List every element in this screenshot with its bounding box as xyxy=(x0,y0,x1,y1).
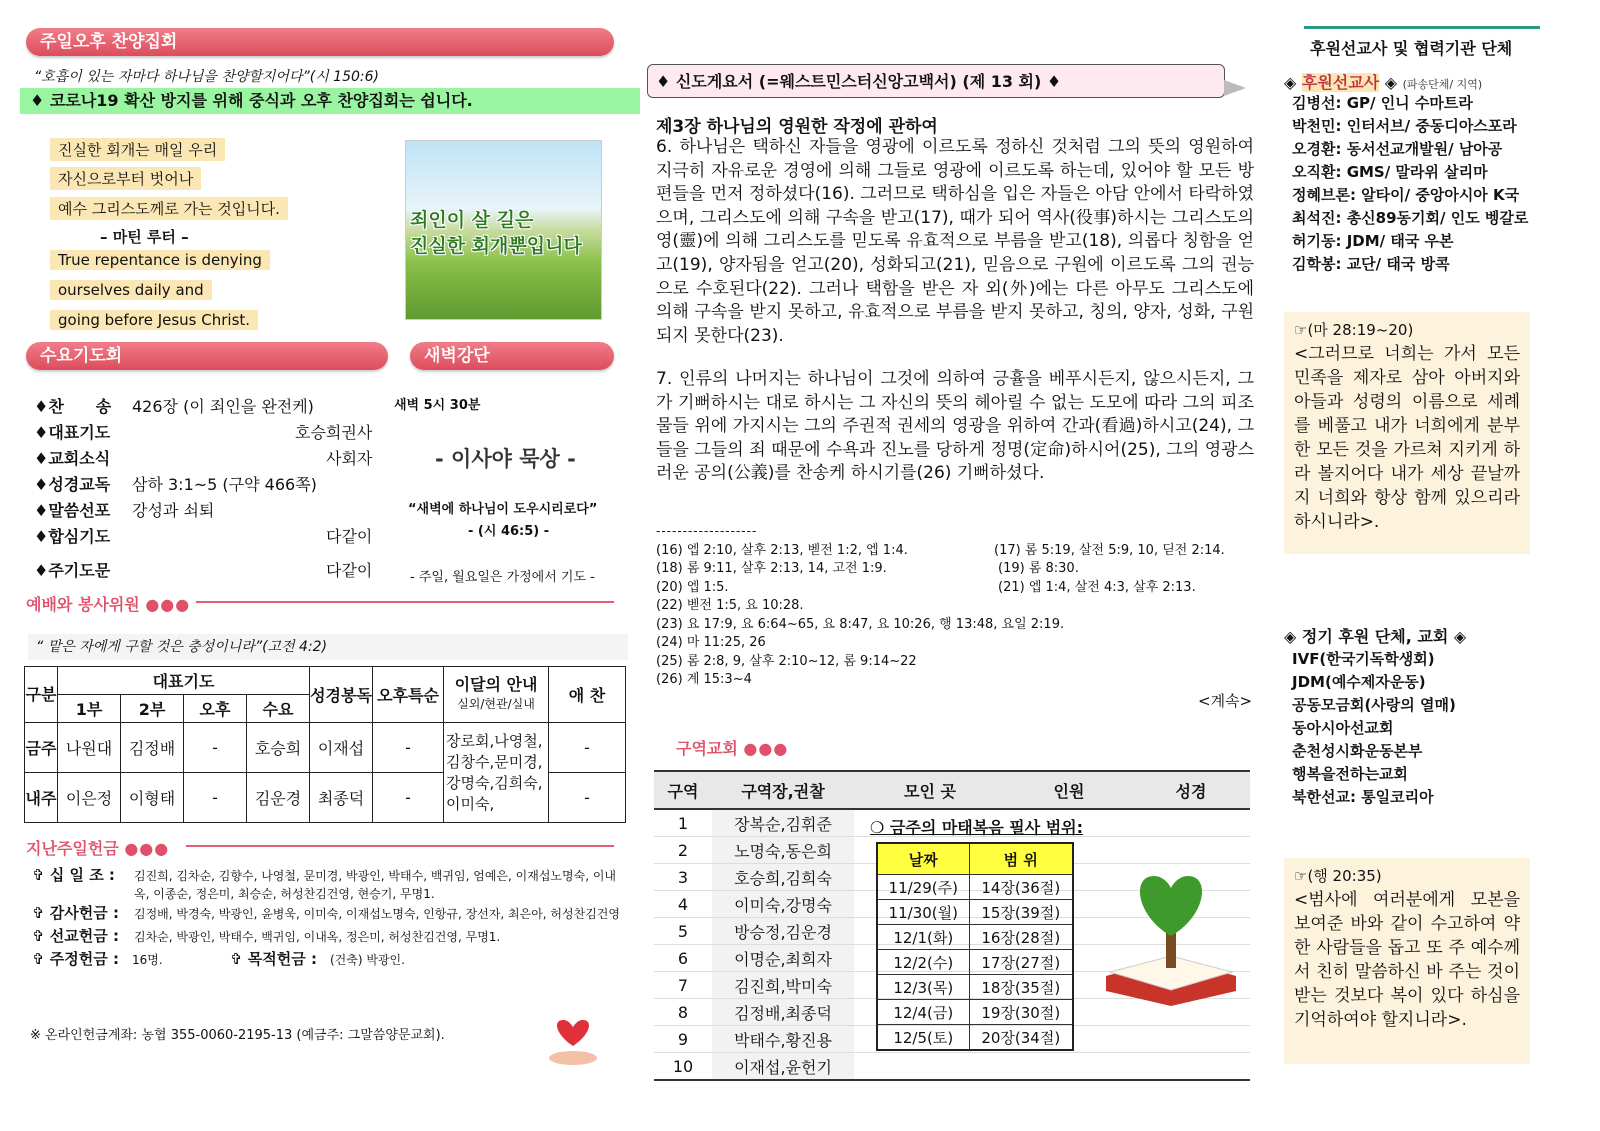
continued-label: <계속> xyxy=(1198,692,1253,710)
program-label: ♦성경교독 xyxy=(34,475,111,494)
program-label: ♦찬 송 xyxy=(34,397,112,416)
quote-line: 진실한 회개는 매일 우리 xyxy=(50,138,225,161)
program-value: 삼하 3:1~5 (구약 466쪽) xyxy=(132,475,317,494)
wednesday-prayer-header: 수요기도회 xyxy=(26,342,388,370)
table-cell: 김정배 xyxy=(121,723,184,773)
table-header: 오후특순 xyxy=(373,667,444,723)
program-value: 강성과 쇠퇴 xyxy=(132,501,215,520)
table-header: 1부 xyxy=(58,695,121,723)
offering-header: 지난주일헌금 ●●● xyxy=(26,839,170,858)
list-item: 박천민: 인터서브/ 중동디아스포라 xyxy=(1292,117,1517,135)
right-header-bar xyxy=(1304,26,1540,29)
sunday-afternoon-header: 주일오후 찬양집회 xyxy=(26,28,614,56)
zone-col-header: 인원 xyxy=(1006,771,1132,809)
reading-row: 11/30(월) 15장(39절) xyxy=(877,900,1073,925)
table-cell: 이형태 xyxy=(121,773,184,823)
zone-col-header: 성경 xyxy=(1132,771,1250,809)
repentance-image xyxy=(405,140,602,320)
tree-bible-icon xyxy=(1096,866,1246,1016)
dawn-verse: “새벽에 하나님이 도우시리로다” xyxy=(408,502,598,517)
list-item: 행복을전하는교회 xyxy=(1292,765,1408,783)
image-caption: 진실한 회개뿐입니다 xyxy=(410,235,582,257)
missionary-list xyxy=(1292,92,1528,276)
reading-row: 12/3(목) 18장(35절) xyxy=(877,975,1073,1000)
dawn-time: 새벽 5시 30분 xyxy=(394,398,481,413)
list-item: JDM(예수제자운동) xyxy=(1292,673,1426,691)
zone-col-header: 모인 곳 xyxy=(854,771,1006,809)
psalm-verse: “호흡이 있는 자마다 하나님을 찬양할지어다”(시 150:6) xyxy=(34,69,379,85)
footnote: (16) 엡 2:10, 살후 2:13, 벧전 1:2, 엡 1:4. xyxy=(656,543,908,558)
table-cell: 나원대 xyxy=(58,723,121,773)
footnote: (25) 롬 2:8, 9, 살후 2:10~12, 롬 9:14~22 xyxy=(656,654,917,669)
zone-col-header: 구역장,권찰 xyxy=(712,771,854,809)
table-cell: - xyxy=(373,773,444,823)
offering-label: ✞ 십 일 조 : xyxy=(32,866,115,884)
image-caption: 죄인이 살 길은 xyxy=(410,209,534,231)
footnote: (26) 계 15:3~4 xyxy=(656,672,752,687)
footnote: (21) 엡 1:4, 살전 4:3, 살후 2:13. xyxy=(998,580,1196,595)
table-header: 성경봉독 xyxy=(310,667,373,723)
chapter-title: 제3장 하나님의 영원한 작정에 관하여 xyxy=(656,117,938,137)
groups-title: ◈ 정기 후원 단체, 교회 ◈ xyxy=(1284,627,1467,646)
footnote: (19) 롬 8:30. xyxy=(998,561,1079,576)
offering-names: 16명. xyxy=(132,953,163,967)
table-header: 이달의 안내 실외/현관/실내 xyxy=(444,667,549,723)
table-header: 오후 xyxy=(184,695,247,723)
dawn-pulpit-header: 새벽강단 xyxy=(410,342,614,370)
zone-row: 1 장복순,김휘준 xyxy=(654,809,1250,837)
table-cell: - xyxy=(549,773,626,823)
reading-col-header: 범 위 xyxy=(969,843,1073,875)
quote-line: 예수 그리스도께로 가는 것입니다. xyxy=(50,197,288,220)
verse-text: <범사에 여러분에게 모본을 보여준 바와 같이 수고하여 약한 사람들을 돕고 또 주 예수께서 친히 말씀하신 바 주는 것이 받는 것보다 복이 있다 하심을 기억하여야 할지니라>. xyxy=(1294,890,1520,1030)
table-header: 구분 xyxy=(25,667,58,723)
program-label: ♦교회소식 xyxy=(34,449,111,468)
footnote: (20) 엡 1:5. xyxy=(656,580,729,595)
zone-row: 4 이미숙,강명숙 xyxy=(654,891,1250,918)
reading-row: 12/1(화) 16장(28절) xyxy=(877,925,1073,950)
footnote: (22) 벧전 1:5, 요 10:28. xyxy=(656,598,804,613)
offering-names: 김차순, 박광인, 박태수, 백귀임, 이내옥, 정은미, 허성찬김건영, 무명1. xyxy=(134,930,501,944)
list-item: 김학봉: 교단/ 태국 방콕 xyxy=(1292,255,1450,273)
reading-title: ❍ 금주의 마태복음 필사 범위: xyxy=(870,818,1084,837)
table-cell: - xyxy=(184,773,247,823)
divider xyxy=(186,845,614,847)
table-cell: 이은정 xyxy=(58,773,121,823)
offering-label: ✞ 목적헌금 : xyxy=(230,950,317,968)
verse-ref: ☞(마 28:19~20) xyxy=(1294,321,1414,339)
offering-label: ✞ 선교헌금 : xyxy=(32,927,119,945)
list-item: 허기동: JDM/ 태국 우본 xyxy=(1292,232,1454,250)
zone-row: 7 김진희,박미숙 xyxy=(654,972,1250,999)
reading-row: 11/29(주) 14장(36절) xyxy=(877,875,1073,900)
zone-row: 9 박태수,황진용 xyxy=(654,1026,1250,1053)
table-cell: 이재섭 xyxy=(310,723,373,773)
list-item: 정혜브론: 알타이/ 중앙아시아 K국 xyxy=(1292,186,1520,204)
quote-line: ourselves daily and xyxy=(50,280,212,300)
zone-row: 3 호승희,김희숙 xyxy=(654,864,1250,891)
service-table xyxy=(24,666,626,823)
right-header: 후원선교사 및 협력기관 단체 xyxy=(1310,39,1513,58)
program-label: ♦주기도문 xyxy=(34,561,111,580)
group-list xyxy=(1292,648,1456,809)
list-item: 오직환: GMS/ 말라위 살리마 xyxy=(1292,163,1488,181)
list-item: 김병선: GP/ 인니 수마트라 xyxy=(1292,94,1473,112)
zone-church-header: 구역교회 ●●● xyxy=(676,739,789,758)
paragraph-6: 6. 하나님은 택하신 자들을 영광에 이르도록 정하신 것처럼 그의 뜻의 영원하여 지극히 자유로운 경영에 의해 그들로 영광에 이르도록 하는데, 있어야 할 모든 방편들을 먼저 정하셨다(16). 그러므로 택하심을 입은 자들은 아담 안에서 타락하였으며, 그리스도에 의해 구속을 받고(17), 때가 되어 역사(役事)하시는 그리스도의 영(靈)에 의해 그리스도를 믿도록 유효적으로 부름을 받고(18), 의롭다 칭함을 얻고(19), 양자됨을 얻고(20), 성화되고(21), 믿음으로 구원에 이르도록 그의 권능으로 수호된다(22). 그러나 택함을 받은 자 외(外)에는 다른 아무도 그리스도에 의해 구속을 받지 못하고, 유효적으로 부름을 받지 못하고, 칭의, 양자, 성화, 구원되지 못한다(23). xyxy=(656,137,1255,346)
list-item: 북한선교: 통일코리아 xyxy=(1292,788,1434,806)
program-value: 다같이 xyxy=(326,527,373,546)
program-label: ♦합심기도 xyxy=(34,527,111,546)
zone-col-header: 구역 xyxy=(654,771,712,809)
list-item: 동아시아선교회 xyxy=(1292,719,1394,737)
service-committee-header: 예배와 봉사위원 ●●● xyxy=(26,595,191,614)
verse-ref: ☞(행 20:35) xyxy=(1294,867,1382,885)
offering-label: ✞ 감사헌금 : xyxy=(32,904,119,922)
list-item: IVF(한국기독학생회) xyxy=(1292,650,1435,668)
paragraph-7: 7. 인류의 나머지는 하나님이 그것에 의하여 긍휼을 베푸시든지, 않으시든지, 그가 기뻐하시는 대로 하시는 그 자신의 뜻의 헤아릴 수 없는 도모에 따라 그의 피조물들 위에 가지시는 그의 주권적 권세의 영광을 위하여 간과(看過)하시고(24), 그들을 그들의 죄 때문에 수욕과 진노를 당하게 정명(定命)하시어(25), 그의 영광스러운 공의(公義)를 찬송케 하시기를(26) 기뻐하셨다. xyxy=(656,369,1254,484)
heart-hands-icon xyxy=(545,1016,601,1070)
table-header: 대표기도 xyxy=(58,667,310,695)
program-label: ♦말씀선포 xyxy=(34,501,111,520)
program-value: 426장 (이 죄인을 완전케) xyxy=(132,397,314,416)
zone-row: 5 방승정,김운경 xyxy=(654,918,1250,945)
dawn-verse-ref: - (시 46:5) - xyxy=(468,524,550,539)
table-header: 애 찬 xyxy=(549,667,626,723)
footnote: (18) 롬 9:11, 살후 2:13, 14, 고전 1:9. xyxy=(656,561,887,576)
missionary-title: ◈ 후원선교사 ◈ (파송단체/ 지역) xyxy=(1284,73,1483,92)
quote-line: 자신으로부터 벗어나 xyxy=(50,167,201,190)
table-cell: 호승희 xyxy=(247,723,310,773)
table-header: 수요 xyxy=(247,695,310,723)
reading-table xyxy=(876,842,1074,1051)
zone-row: 2 노명숙,동은희 xyxy=(654,837,1250,864)
list-item: 최석진: 총신89동기회/ 인도 벵갈로 xyxy=(1292,209,1529,227)
verse-text: <그러므로 너희는 가서 모든 민족을 제자로 삼아 아버지와 아들과 성령의 이름으로 세례를 베풀고 내가 너희에게 분부한 모든 것을 가르쳐 지키게 하라 볼지어다 내가 세상 끝날까지 너희와 항상 함께 있으리라 하시니라>. xyxy=(1294,344,1520,532)
list-item: 춘천성시화운동본부 xyxy=(1292,742,1423,760)
program-value: 호승희권사 xyxy=(295,423,373,442)
row-label: 금주 xyxy=(25,723,58,773)
footnote: (17) 롬 5:19, 살전 5:9, 10, 딛전 2:14. xyxy=(994,543,1225,558)
quote-line: going before Jesus Christ. xyxy=(50,310,258,330)
matthew-verse xyxy=(1284,312,1530,554)
covid-notice: ♦ 코로나19 확산 방지를 위해 중식과 오후 찬양집회는 쉽니다. xyxy=(20,88,640,114)
guide-cell: 장로회,나영철, 김창수,문미경, 강명숙,김희숙, 이미숙, xyxy=(444,723,549,823)
acts-verse xyxy=(1284,858,1530,1064)
offering-label: ✞ 주정헌금 : xyxy=(32,950,119,968)
dawn-note: - 주일, 월요일은 가정에서 기도 - xyxy=(410,570,595,585)
quote-author: – 마틴 루터 – xyxy=(100,228,189,246)
footnote: (24) 마 11:25, 26 xyxy=(656,635,766,650)
list-item: 공동모금회(사랑의 열매) xyxy=(1292,696,1456,714)
zone-row: 8 김정배,최종덕 xyxy=(654,999,1250,1026)
service-verse: “ 맡은 자에게 구할 것은 충성이니라”(고전 4:2) xyxy=(28,634,628,660)
row-label: 내주 xyxy=(25,773,58,823)
offering-names: (건축) 박광인. xyxy=(330,953,405,967)
reading-col-header: 날짜 xyxy=(877,843,969,875)
table-cell: - xyxy=(549,723,626,773)
program-label: ♦대표기도 xyxy=(34,423,111,442)
table-cell: 김운경 xyxy=(247,773,310,823)
program-value: 다같이 xyxy=(326,561,373,580)
list-item: 오경환: 동서선교개발원/ 남아공 xyxy=(1292,140,1503,158)
reading-row: 12/5(토) 20장(34절) xyxy=(877,1025,1073,1051)
footnote: (23) 요 17:9, 요 6:64~65, 요 8:47, 요 10:26, 행 13:48, 요일 2:19. xyxy=(656,617,1065,632)
quote-line: True repentance is denying xyxy=(50,250,270,270)
table-cell: - xyxy=(184,723,247,773)
reading-row: 12/2(수) 17장(27절) xyxy=(877,950,1073,975)
divider xyxy=(196,601,614,603)
program-value: 사회자 xyxy=(326,449,373,468)
dawn-title: - 이사야 묵상 - xyxy=(435,447,576,471)
footnote-divider: ------------------- xyxy=(656,524,758,538)
table-cell: 최종덕 xyxy=(310,773,373,823)
header-arrow xyxy=(1224,80,1246,96)
offering-names: 김정배, 박경숙, 박광인, 윤병욱, 이미숙, 이재섭노명숙, 인항규, 장선자, 최은아, 허성찬김건영 xyxy=(134,907,620,921)
table-header: 2부 xyxy=(121,695,184,723)
zone-row: 6 이명순,최희자 xyxy=(654,945,1250,972)
table-cell: - xyxy=(373,723,444,773)
online-account: ※ 온라인헌금계좌: 농협 355-0060-2195-13 (예금주: 그말씀양문교회). xyxy=(30,1028,445,1043)
zone-row: 10 이재섭,윤헌기 xyxy=(654,1053,1250,1081)
reading-row: 12/4(금) 19장(30절) xyxy=(877,1000,1073,1025)
offering-names: 김진희, 김차순, 김향수, 나영철, 문미경, 박광인, 박태수, 백귀임, 엄예은, 이재섭노명숙, 이내옥, 이종순, 정은미, 최승순, 허성찬김건영, 현승기, 무명1. xyxy=(134,869,617,901)
confession-header: ♦ 신도게요서 (=웨스트민스터신앙고백서) (제 13 회) ♦ xyxy=(647,64,1225,98)
